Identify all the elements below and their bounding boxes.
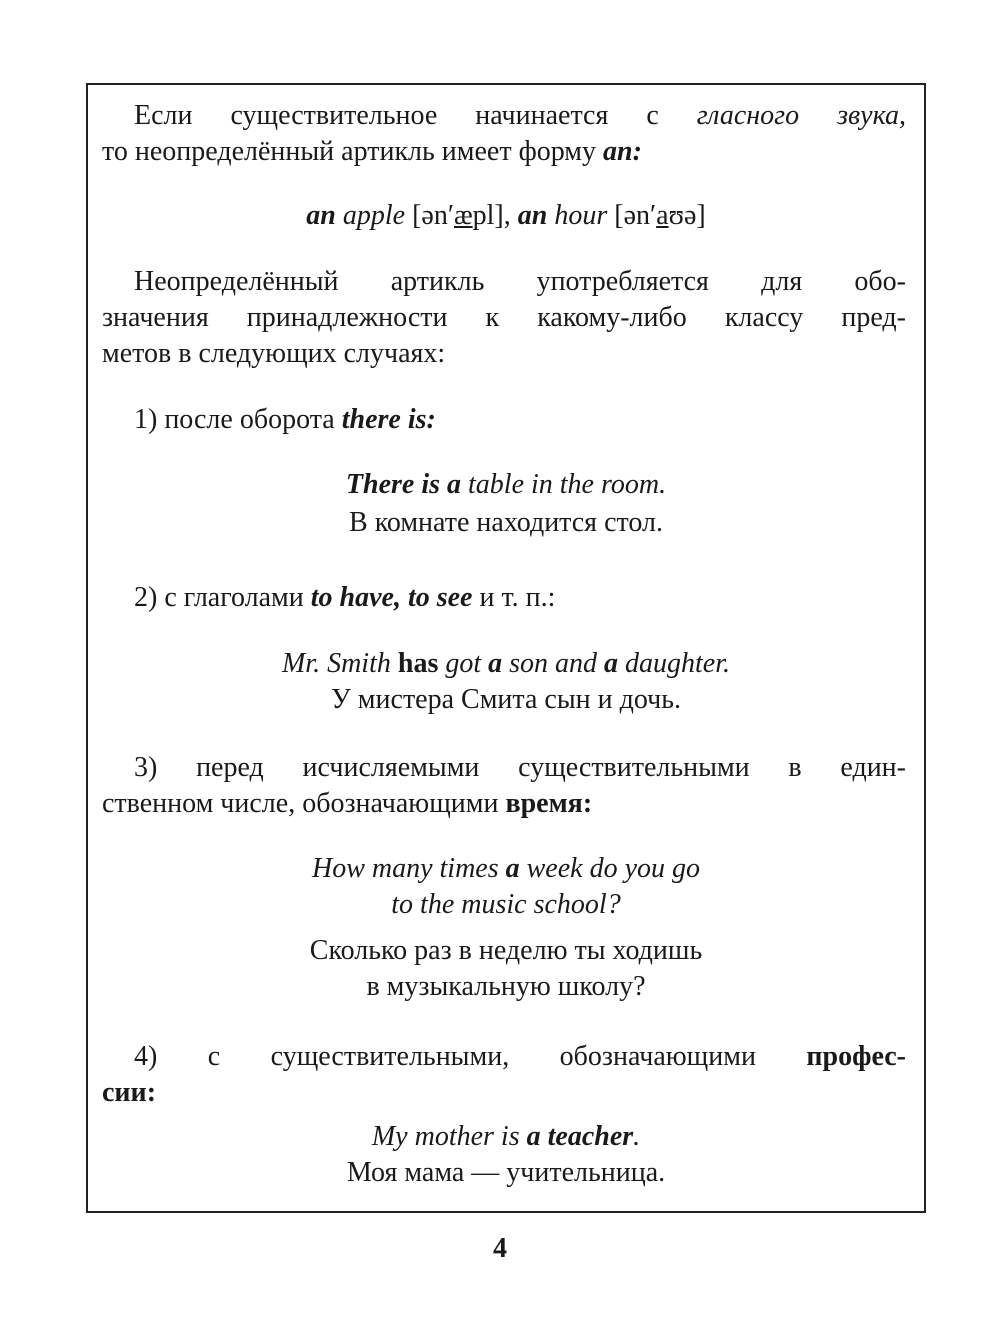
text: 2) с глаголами xyxy=(134,582,311,613)
example-text: son and xyxy=(502,648,605,679)
paragraph-1-line-2 xyxy=(102,134,642,170)
case-4-example xyxy=(86,1119,926,1155)
case-3-heading-line-2 xyxy=(102,786,592,822)
case-4-heading-line-1 xyxy=(134,1039,906,1075)
example-text: table in the room. xyxy=(461,469,667,500)
case-2-example xyxy=(86,646,926,682)
article: a xyxy=(488,648,503,679)
example-text: How many times xyxy=(311,853,506,884)
transcription-stress: a xyxy=(656,200,669,231)
case-3-translation-line-2: в музыкальную школу? xyxy=(366,971,646,1002)
term-an: an: xyxy=(603,136,642,167)
term: время: xyxy=(505,788,593,819)
text: ственном числе, обозначающими xyxy=(102,788,506,819)
transcription: [ən′ xyxy=(607,200,657,231)
paragraph-2-line-3: метов в следующих случаях: xyxy=(102,338,446,369)
text: 4) с существительными, обозначающими xyxy=(134,1041,807,1072)
text: и т. п.: xyxy=(472,582,556,613)
case-1-example xyxy=(86,467,926,503)
term: профес- xyxy=(806,1041,906,1072)
case-3-example-line-2: to the music school? xyxy=(391,889,621,920)
article: an xyxy=(306,200,336,231)
case-3-translation-line-1: Сколько раз в неделю ты ходишь xyxy=(309,935,703,966)
article: a xyxy=(604,648,619,679)
word: hour xyxy=(547,200,608,231)
paragraph-2-line-2: значения принадлежности к какому-либо классу пред- xyxy=(102,302,906,333)
text: 1) после оборота xyxy=(134,404,342,435)
text: то неопределённый артикль имеет форму xyxy=(102,136,604,167)
example-text: got xyxy=(438,648,489,679)
example-bold: There is a xyxy=(345,469,462,500)
case-1-translation: В комнате находится стол. xyxy=(349,507,663,538)
word: apple xyxy=(335,200,406,231)
transcription: ʊə] xyxy=(668,200,706,231)
case-4-translation: Моя мама — учительница. xyxy=(346,1157,666,1188)
paragraph-1-line-1 xyxy=(134,98,906,134)
example-text: daughter. xyxy=(618,648,731,679)
example-an-apple-an-hour xyxy=(86,198,926,234)
article: an xyxy=(517,200,548,231)
example-text: week do you go xyxy=(519,853,701,884)
transcription: pl], xyxy=(472,200,518,231)
example-text: Mr. Smith xyxy=(281,648,398,679)
example-bold: has xyxy=(397,648,439,679)
text: Если существительное начинается с xyxy=(134,100,697,131)
case-2-translation: У мистера Смита сын и дочь. xyxy=(330,684,681,715)
case-2-heading xyxy=(134,580,555,616)
paragraph-2-line-1: Неопределённый артикль употребляется для обо- xyxy=(134,266,906,297)
term: to have, to see xyxy=(310,582,473,613)
article: a xyxy=(505,853,520,884)
example-bold: a teacher xyxy=(526,1121,634,1152)
term: there is: xyxy=(341,404,436,435)
case-1-heading xyxy=(134,402,436,438)
transcription: [ən′ xyxy=(405,200,454,231)
case-4-heading-line-2: сии: xyxy=(102,1077,157,1108)
case-3-example-line-1 xyxy=(86,851,926,887)
example-text: . xyxy=(633,1121,641,1152)
case-3-heading-line-1: 3) перед исчисляемыми существительными в един- xyxy=(134,752,906,783)
page-number: 4 xyxy=(493,1233,507,1264)
example-text: My mother is xyxy=(371,1121,527,1152)
emphasis-text: гласного звука, xyxy=(696,100,906,131)
transcription-stress: æ xyxy=(453,200,473,231)
